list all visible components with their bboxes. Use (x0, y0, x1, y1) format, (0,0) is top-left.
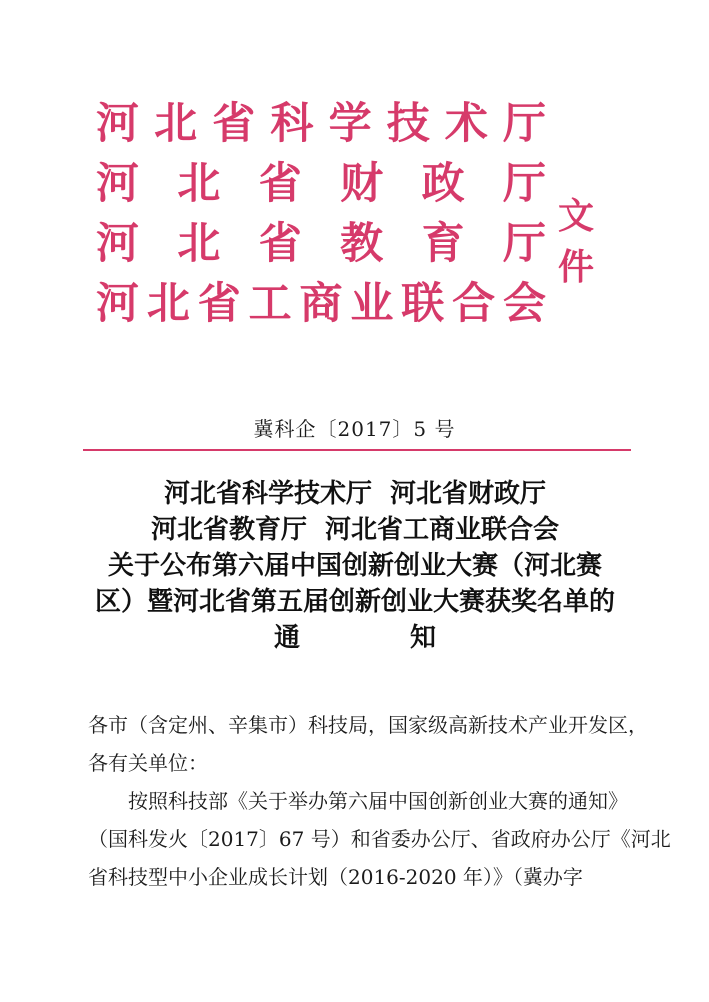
issuer-char: 学 (328, 98, 372, 149)
recipients-line-1: 各市（含定州、辛集市）科技局，国家级高新技术产业开发区， (88, 713, 648, 737)
issuer-char: 财 (340, 158, 384, 209)
issuer-char: 河 (96, 218, 139, 269)
title-line-1: 河北省科学技术厅 河北省财政厅 (163, 479, 547, 509)
title-notice-char-2: 知 (410, 623, 437, 653)
title-line-3: 关于公布第六届中国创新创业大赛（河北赛 (107, 551, 602, 581)
issuer-char: 商 (299, 278, 343, 329)
issuer-char: 术 (444, 98, 488, 149)
issuer-char: 河 (96, 158, 139, 209)
issuer-line-3 (96, 212, 546, 268)
issuer-char: 联 (401, 278, 445, 329)
paragraph-line-2: （国科发火〔2017〕67 号）和省委办公厅、省政府办公厅《河北 (88, 827, 671, 851)
issuer-char: 省 (258, 218, 302, 269)
issuer-char: 厅 (502, 218, 546, 269)
document-body (88, 706, 671, 896)
title-notice-char-1: 通 (273, 623, 300, 653)
issuer-char: 河 (96, 98, 139, 149)
issuer-char: 厅 (502, 98, 546, 149)
document-number: 冀科企〔2017〕5 号 (253, 417, 456, 441)
issuer-char: 技 (386, 98, 430, 149)
issuer-char: 政 (421, 158, 465, 209)
issuer-char: 科 (270, 98, 314, 149)
issuer-char: 北 (177, 158, 221, 209)
issuer-char: 教 (340, 218, 384, 269)
issuer-char: 育 (421, 218, 465, 269)
issuer-line-2 (96, 152, 546, 208)
issuer-char: 省 (197, 278, 241, 329)
issuer-char: 北 (177, 218, 221, 269)
issuer-char: 河 (96, 278, 139, 329)
issuer-char: 厅 (502, 158, 546, 209)
title-line-4: 区）暨河北省第五届创新创业大赛获奖名单的 (94, 587, 615, 617)
issuer-line-4 (96, 272, 546, 328)
document-suffix: 文件 (558, 195, 595, 288)
document-title (90, 476, 620, 656)
paragraph-line-1: 按照科技部《关于举办第六届中国创新创业大赛的通知》 (128, 789, 628, 813)
issuer-char: 合 (452, 278, 496, 329)
recipients-line-2: 各有关单位： (88, 751, 208, 775)
issuer-char: 会 (503, 278, 546, 329)
issuer-char: 省 (258, 158, 302, 209)
red-divider (83, 449, 631, 451)
title-line-5 (90, 620, 620, 656)
title-line-2: 河北省教育厅 河北省工商业联合会 (150, 515, 560, 545)
issuer-char: 工 (248, 278, 292, 329)
issuer-header (96, 92, 616, 332)
issuer-char: 北 (154, 98, 198, 149)
issuer-char: 业 (350, 278, 394, 329)
issuer-char: 北 (146, 278, 190, 329)
issuer-line-1 (96, 92, 546, 148)
paragraph-line-3: 省科技型中小企业成长计划（2016-2020 年）》（冀办字 (88, 865, 583, 889)
issuer-char: 省 (212, 98, 256, 149)
